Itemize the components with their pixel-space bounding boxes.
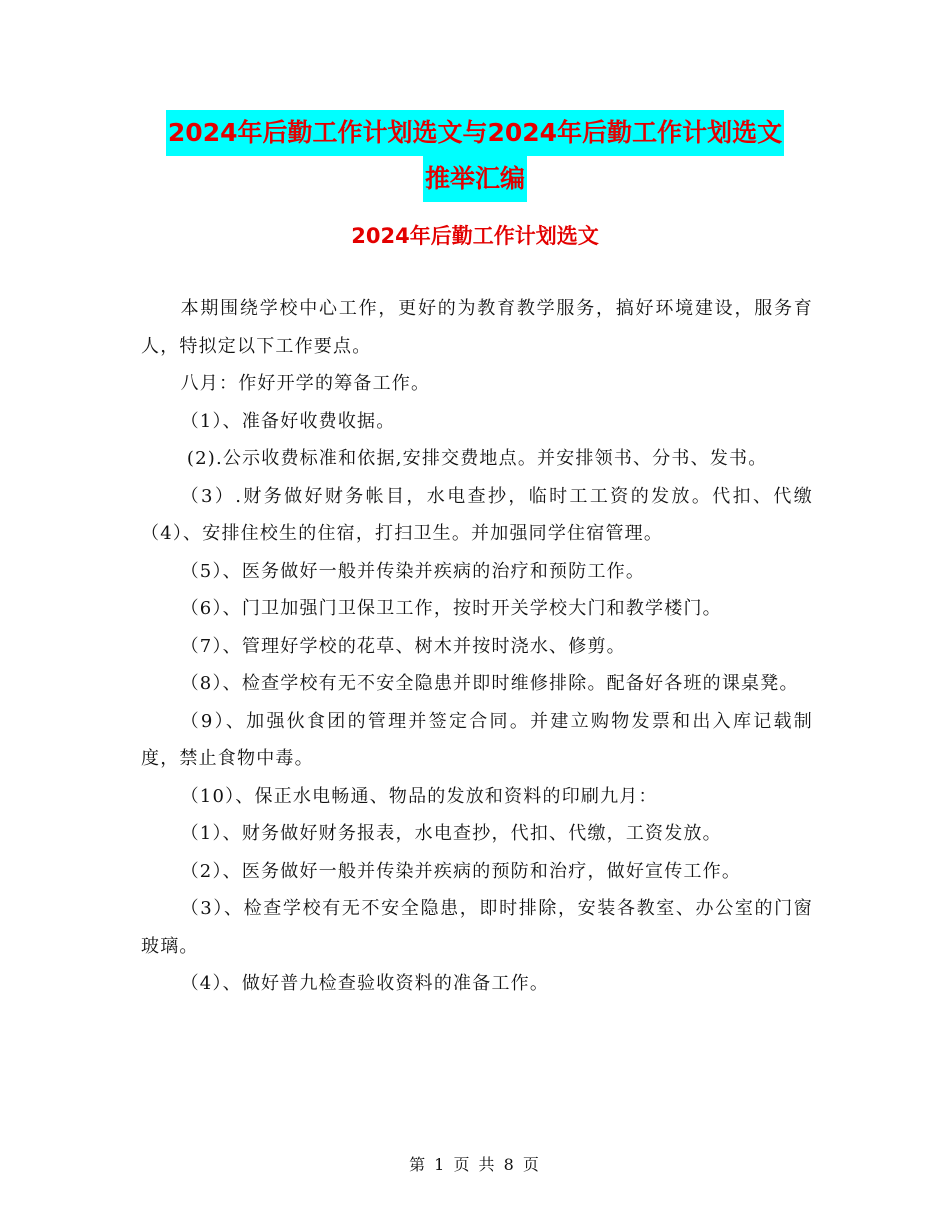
paragraph: （6）、门卫加强门卫保卫工作，按时开关学校大门和教学楼门。 xyxy=(180,598,722,619)
paragraph: （3）.财务做好财务帐目，水电查抄，临时工工资的发放。代扣、代缴（4）、安排住校生的住宿，打扫卫生。并加强同学住宿管理。 xyxy=(141,485,813,544)
paragraph: （1）、准备好收费收据。 xyxy=(180,410,396,432)
paragraph: （2）、医务做好一般并传染并疾病的预防和治疗，做好宣传工作。 xyxy=(180,860,742,882)
paragraph: (2).公示收费标准和依据,安排交费地点。并安排领书、分书、发书。 xyxy=(186,448,768,469)
paragraph: 本期围绕学校中心工作，更好的为教育教学服务，搞好环境建设，服务育人，特拟定以下工作要点。 xyxy=(141,298,813,357)
document-title xyxy=(0,110,950,202)
section-heading: 2024年后勤工作计划选文 xyxy=(351,224,599,248)
paragraph: （3）、检查学校有无不安全隐患，即时排除，安装各教室、办公室的门窗玻璃。 xyxy=(141,898,813,957)
paragraph: （4）、做好普九检查验收资料的准备工作。 xyxy=(180,973,550,994)
title-line-2: 推举汇编 xyxy=(423,156,527,202)
paragraph: （10）、保正水电畅通、物品的发放和资料的印刷九月： xyxy=(180,785,658,807)
document-body xyxy=(141,290,813,1003)
paragraph: 八月：作好开学的筹备工作。 xyxy=(180,373,431,394)
paragraph: （5）、医务做好一般并传染并疾病的治疗和预防工作。 xyxy=(180,560,646,582)
page-footer: 第 1 页 共 8 页 xyxy=(409,1155,541,1174)
title-line-1: 2024年后勤工作计划选文与2024年后勤工作计划选文 xyxy=(166,110,784,156)
paragraph: （8）、检查学校有无不安全隐患并即时维修排除。配备好各班的课桌凳。 xyxy=(180,673,799,694)
paragraph: （9）、加强伙食团的管理并签定合同。并建立购物发票和出入库记载制度，禁止食物中毒。 xyxy=(141,710,813,769)
paragraph: （1）、财务做好财务报表，水电查抄，代扣、代缴，工资发放。 xyxy=(180,823,722,844)
paragraph: （7）、管理好学校的花草、树木并按时浇水、修剪。 xyxy=(180,635,626,657)
